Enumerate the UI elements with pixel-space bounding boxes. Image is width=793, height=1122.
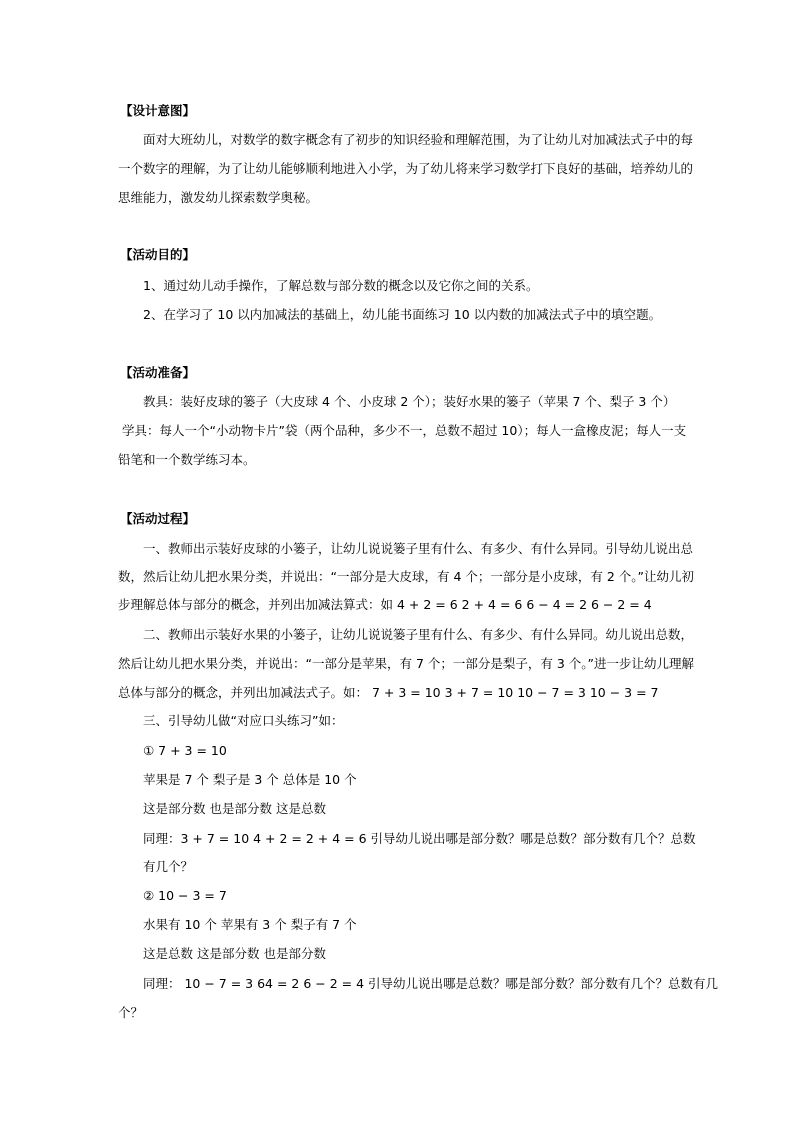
process-line-13: ② 10 − 3 = 7 (143, 888, 227, 903)
purpose-line-1: 1、通过幼儿动手操作，了解总数与部分数的概念以及它你之间的关系。 (143, 278, 539, 293)
heading-process: 【活动过程】 (120, 511, 196, 526)
process-line-4: 二、教师出示装好水果的小篓子，让幼儿说说篓子里有什么、有多少、有什么异同。幼儿说出总数， (143, 627, 694, 642)
process-line-5: 然后让幼儿把水果分类，并说出：“一部分是苹果，有 7 个；一部分是梨子，有 3 个。”进一步让幼儿理解 (118, 656, 695, 671)
heading-purpose: 【活动目的】 (120, 247, 196, 262)
process-line-16: 同理： 10 − 7 = 3 64 = 2 6 − 2 = 4 引导幼儿说出哪是总数？哪是部分数？部分数有几个？总数有几 (143, 976, 719, 991)
process-line-6: 总体与部分的概念，并列出加减法式子。如： 7 + 3 = 10 3 + 7 = 10 10 − 7 = 3 10 − 3 = 7 (118, 685, 659, 700)
design-line-2: 一个数字的理解，为了让幼儿能够顺利地进入小学，为了幼儿将来学习数学打下良好的基础，培养幼儿的 (118, 161, 694, 176)
heading-design: 【设计意图】 (120, 103, 196, 118)
process-line-8: ① 7 + 3 = 10 (143, 743, 227, 758)
process-line-15: 这是总数 这是部分数 也是部分数 (143, 946, 326, 961)
process-line-9: 苹果是 7 个 梨子是 3 个 总体是 10 个 (143, 772, 357, 787)
process-line-7: 三、引导幼儿做“对应口头练习”如： (143, 713, 344, 728)
process-line-17: 个？ (118, 1005, 144, 1020)
process-line-2: 数，然后让幼儿把水果分类，并说出：“一部分是大皮球，有 4 个；一部分是小皮球，有 2 个。”让幼儿初 (118, 569, 695, 584)
design-line-3: 思维能力，激发幼儿探索数学奥秘。 (118, 190, 319, 205)
heading-prep: 【活动准备】 (120, 365, 196, 380)
process-line-11: 同理：3 + 7 = 10 4 + 2 = 2 + 4 = 6 引导幼儿说出哪是部分数？哪是总数？部分数有几个？总数 (143, 831, 696, 846)
prep-line-2: 学具：每人一个“小动物卡片”袋（两个品种，多少不一，总数不超过 10）；每人一盒橡皮泥；每人一支 (122, 423, 687, 438)
prep-line-3: 铅笔和一个数学练习本。 (118, 452, 256, 467)
process-line-1: 一、教师出示装好皮球的小篓子，让幼儿说说篓子里有什么、有多少、有什么异同。引导幼儿说出总 (143, 541, 694, 556)
process-line-3: 步理解总体与部分的概念，并列出加减法算式：如 4 + 2 = 6 2 + 4 = 6 6 − 4 = 2 6 − 2 = 4 (118, 597, 652, 612)
process-line-12: 有几个？ (143, 859, 194, 874)
process-line-14: 水果有 10 个 苹果有 3 个 梨子有 7 个 (143, 917, 357, 932)
purpose-line-2: 2、在学习了 10 以内加减法的基础上，幼儿能书面练习 10 以内数的加减法式子中的填空题。 (143, 307, 662, 322)
design-line-1: 面对大班幼儿，对数学的数字概念有了初步的知识经验和理解范围，为了让幼儿对加减法式子中的每 (143, 132, 694, 147)
process-line-10: 这是部分数 也是部分数 这是总数 (143, 801, 326, 816)
prep-line-1: 教具：装好皮球的篓子（大皮球 4 个、小皮球 2 个）；装好水果的篓子（苹果 7 个、梨子 3 个） (143, 394, 676, 409)
